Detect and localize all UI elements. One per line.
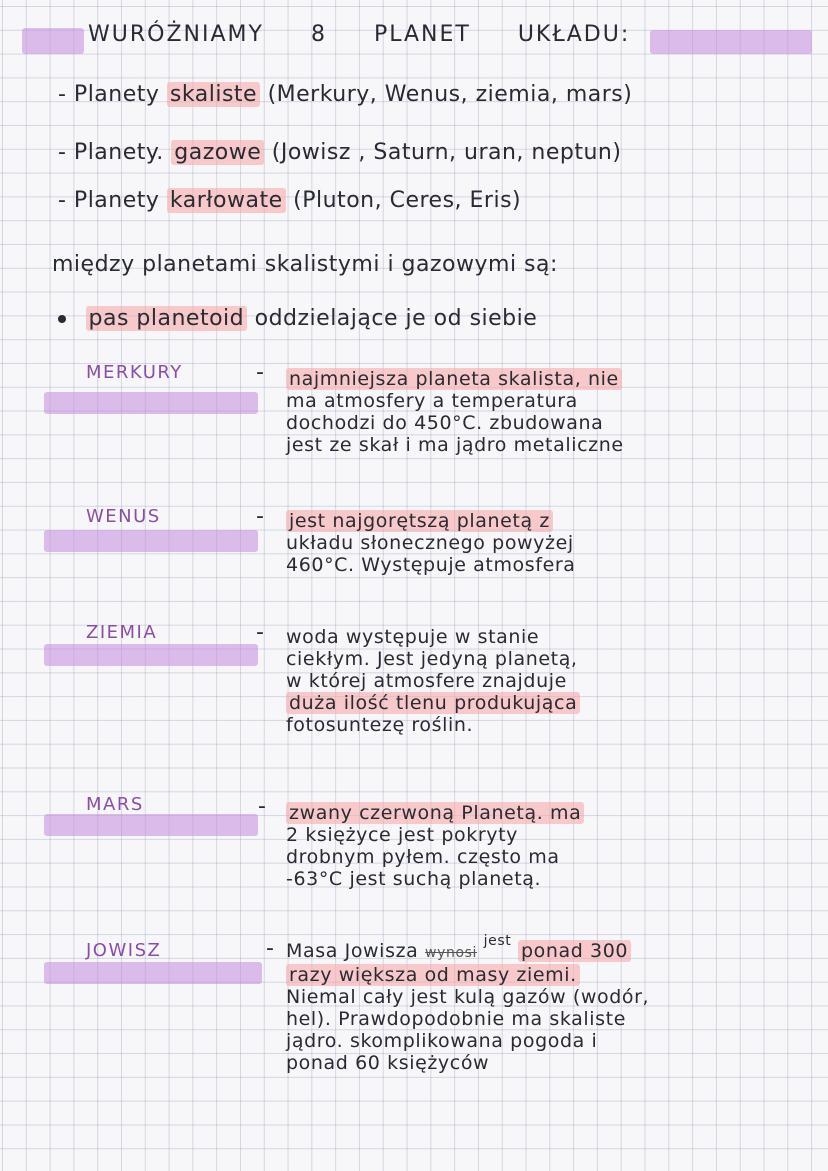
dash: - (266, 936, 274, 961)
title-word-3: PLANET (373, 22, 471, 47)
title-highlight-right (650, 30, 812, 54)
title-word-2: 8 (310, 22, 327, 47)
bullet-icon (58, 315, 66, 323)
mars-highlight (44, 814, 258, 836)
dash: - (258, 794, 266, 819)
type-line-rocky: - Planety skaliste (Merkury, Wenus, ziemia, mars) (58, 82, 633, 107)
planet-desc-mars: zwany czerwoną Planetą. ma 2 księżyce jest pokryty drobnym pyłem. często ma -63°C jest suchą planetą. (286, 802, 806, 890)
planet-name-jowisz: JOWISZ (86, 940, 162, 961)
merkury-highlight (44, 392, 258, 414)
planet-desc-wenus: jest najgorętszą planetą z układu słonecznego powyżej 460°C. Występuje atmosfera (286, 510, 576, 576)
keyword-gas: gazowe (171, 140, 264, 165)
title-word-4: UKŁADU: (517, 22, 631, 47)
dash: - (256, 620, 264, 645)
type-line-dwarf: - Planety karłowate (Pluton, Ceres, Eris) (58, 188, 522, 213)
keyword-dwarf: karłowate (167, 188, 286, 213)
strikethrough-word: wynosi (425, 945, 477, 961)
keyword-rocky: skaliste (167, 82, 260, 107)
asteroid-belt-line: pas planetoid oddzielające je od siebie (58, 306, 537, 331)
dash: - (256, 504, 264, 529)
type-line-gas: - Planety. gazowe (Jowisz , Saturn, uran, neptun) (58, 140, 622, 165)
planet-desc-jowisz: Masa Jowisza wynosi $^{jest}$ ponad 300 razy większa od masy ziemi. Niemal cały jest kulą gazów (wodór, hel). Prawdopodobnie ma skaliste jądro. skomplikowana pogoda i ponad 60 księżyców (286, 933, 650, 1074)
keyword-asteroid-belt: pas planetoid (86, 306, 248, 331)
planet-name-ziemia: ZIEMIA (86, 622, 158, 643)
ziemia-highlight (44, 644, 258, 666)
title-word-1: WURÓŻNIAMY (88, 22, 264, 47)
wenus-highlight (44, 530, 258, 552)
planet-desc-merkury: najmniejsza planeta skalista, nie ma atmosfery a temperatura dochodzi do 450°C. zbudowana jest ze skał i ma jądro metaliczne (286, 368, 624, 456)
planet-name-merkury: MERKURY (86, 362, 183, 383)
page-title (88, 22, 668, 47)
between-line: między planetami skalistymi i gazowymi są: (52, 252, 558, 277)
dash: - (256, 360, 264, 385)
planet-name-mars: MARS (86, 794, 144, 815)
title-highlight-left (22, 28, 84, 54)
inserted-word: jest (483, 933, 512, 949)
jowisz-highlight (44, 962, 262, 984)
planet-name-wenus: WENUS (86, 506, 161, 527)
planet-desc-ziemia: woda występuje w stanie ciekłym. Jest jedyną planetą, w której atmosfere znajduje duża ilość tlenu produkująca fotosuntezę roślin. (286, 626, 806, 736)
